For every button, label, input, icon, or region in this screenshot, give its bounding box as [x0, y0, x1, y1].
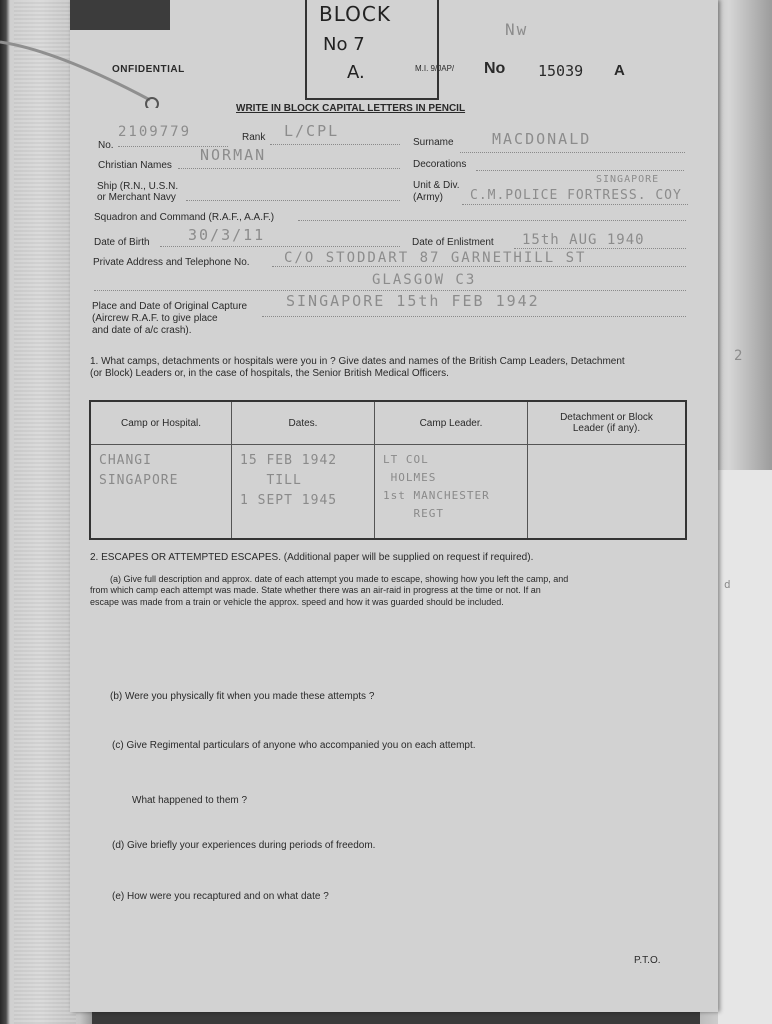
table-row	[90, 445, 686, 540]
decorations-rule	[476, 170, 684, 171]
unit-label-1: Unit & Div.	[413, 180, 460, 191]
ship-rule	[186, 200, 400, 201]
cell-camp: CHANGI SINGAPORE	[90, 445, 232, 540]
no-value: 2109779	[118, 124, 192, 140]
capture-label-1: Place and Date of Original Capture	[92, 301, 248, 312]
form-suffix: A	[614, 62, 625, 79]
dob-label: Date of Birth	[94, 237, 150, 248]
page-top-shadow	[70, 0, 170, 30]
stamp-line-2: No 7	[323, 34, 365, 55]
header-detachment: Detachment or Block Leader (if any).	[528, 401, 687, 445]
capture-label-3: and date of a/c crash).	[92, 325, 192, 336]
unit-value-1: SINGAPORE	[596, 174, 660, 185]
enlistment-rule	[514, 248, 686, 249]
christian-names-value: NORMAN	[200, 146, 267, 164]
christian-rule	[178, 168, 400, 169]
rank-label: Rank	[242, 132, 266, 143]
ship-label-2: or Merchant Navy	[97, 192, 176, 203]
question-2b: (b) Were you physically fit when you made these attempts ?	[110, 691, 375, 702]
capture-value: SINGAPORE 15th FEB 1942	[286, 292, 540, 310]
rank-rule	[270, 144, 400, 145]
confidential-label: ONFIDENTIAL	[112, 64, 185, 75]
ship-label-1: Ship (R.N., U.S.N.	[97, 181, 179, 192]
capture-rule	[262, 316, 686, 317]
surname-label: Surname	[413, 137, 454, 148]
question-2a-line-3: escape was made from a train or vehicle the approx. speed and how it was guarded should be included.	[90, 597, 504, 607]
dob-rule	[160, 246, 400, 247]
margin-mark-2: d	[724, 578, 733, 591]
header-camp-leader: Camp Leader.	[375, 401, 528, 445]
background-sheet	[718, 470, 772, 1024]
unit-rule	[462, 204, 688, 205]
unit-value-2: C.M.POLICE FORTRESS. COY	[470, 188, 682, 203]
surname-rule	[460, 152, 685, 153]
instruction-heading: WRITE IN BLOCK CAPITAL LETTERS IN PENCIL	[236, 103, 466, 114]
binder-stripe	[14, 0, 76, 1024]
address-value-1: C/O STODDART 87 GARNETHILL ST	[284, 250, 587, 266]
unit-label-2: (Army)	[413, 192, 443, 203]
header-camp: Camp or Hospital.	[90, 401, 232, 445]
squadron-label: Squadron and Command (R.A.F., A.A.F.)	[94, 212, 275, 223]
question-1-line-1: 1. What camps, detachments or hospitals were you in ? Give dates and names of the British Camp Leaders, Detachment	[90, 356, 625, 367]
stamp-line-1: BLOCK	[319, 2, 391, 26]
surname-value: MACDONALD	[492, 130, 592, 148]
squadron-rule	[298, 220, 686, 221]
block-stamp	[305, 0, 439, 100]
form-reference: M.I. 9/JAP/	[415, 64, 455, 73]
no-label: No.	[98, 140, 114, 151]
question-2-title: 2. ESCAPES OR ATTEMPTED ESCAPES. (Additional paper will be supplied on request if required).	[90, 552, 534, 563]
camps-table	[89, 400, 687, 540]
question-1-line-2: (or Block) Leaders or, in the case of hospitals, the Senior British Medical Officers.	[90, 368, 449, 379]
form-number: 15039	[538, 62, 584, 80]
header-dates: Dates.	[232, 401, 375, 445]
address-rule-2	[94, 290, 686, 291]
cell-dates: 15 FEB 1942 TILL 1 SEPT 1945	[232, 445, 375, 540]
question-2a-line-2: from which camp each attempt was made. State whether there was an air-raid in progress at the time or not. If an	[90, 585, 541, 595]
stamp-line-3: A.	[347, 62, 365, 83]
dob-value: 30/3/11	[188, 226, 266, 244]
enlistment-label: Date of Enlistment	[412, 237, 494, 248]
question-2a-line-1: (a) Give full description and approx. date of each attempt you made to escape, showing how you left the camp, and	[110, 574, 569, 584]
margin-mark-1: 2	[734, 348, 745, 364]
question-2c-sub: What happened to them ?	[132, 795, 248, 806]
enlistment-value: 15th AUG 1940	[522, 232, 645, 248]
cell-detachment	[528, 445, 687, 540]
christian-names-label: Christian Names	[98, 160, 172, 171]
address-label: Private Address and Telephone No.	[93, 257, 250, 268]
number-label: No	[484, 60, 506, 77]
question-2c: (c) Give Regimental particulars of anyone who accompanied you on each attempt.	[112, 740, 476, 751]
capture-label-2: (Aircrew R.A.F. to give place	[92, 313, 218, 324]
rank-value: L/CPL	[284, 122, 340, 140]
margin-note: Nw	[505, 20, 529, 39]
address-rule-1	[272, 266, 686, 267]
address-value-2: GLASGOW C3	[372, 272, 477, 288]
decorations-label: Decorations	[413, 159, 467, 170]
camps-table-header	[90, 401, 686, 445]
question-2e: (e) How were you recaptured and on what date ?	[112, 891, 329, 902]
pto-label: P.T.O.	[634, 955, 661, 966]
cell-leader: LT COL HOLMES 1st MANCHESTER REGT	[375, 445, 528, 540]
question-2d: (d) Give briefly your experiences during periods of freedom.	[112, 840, 376, 851]
